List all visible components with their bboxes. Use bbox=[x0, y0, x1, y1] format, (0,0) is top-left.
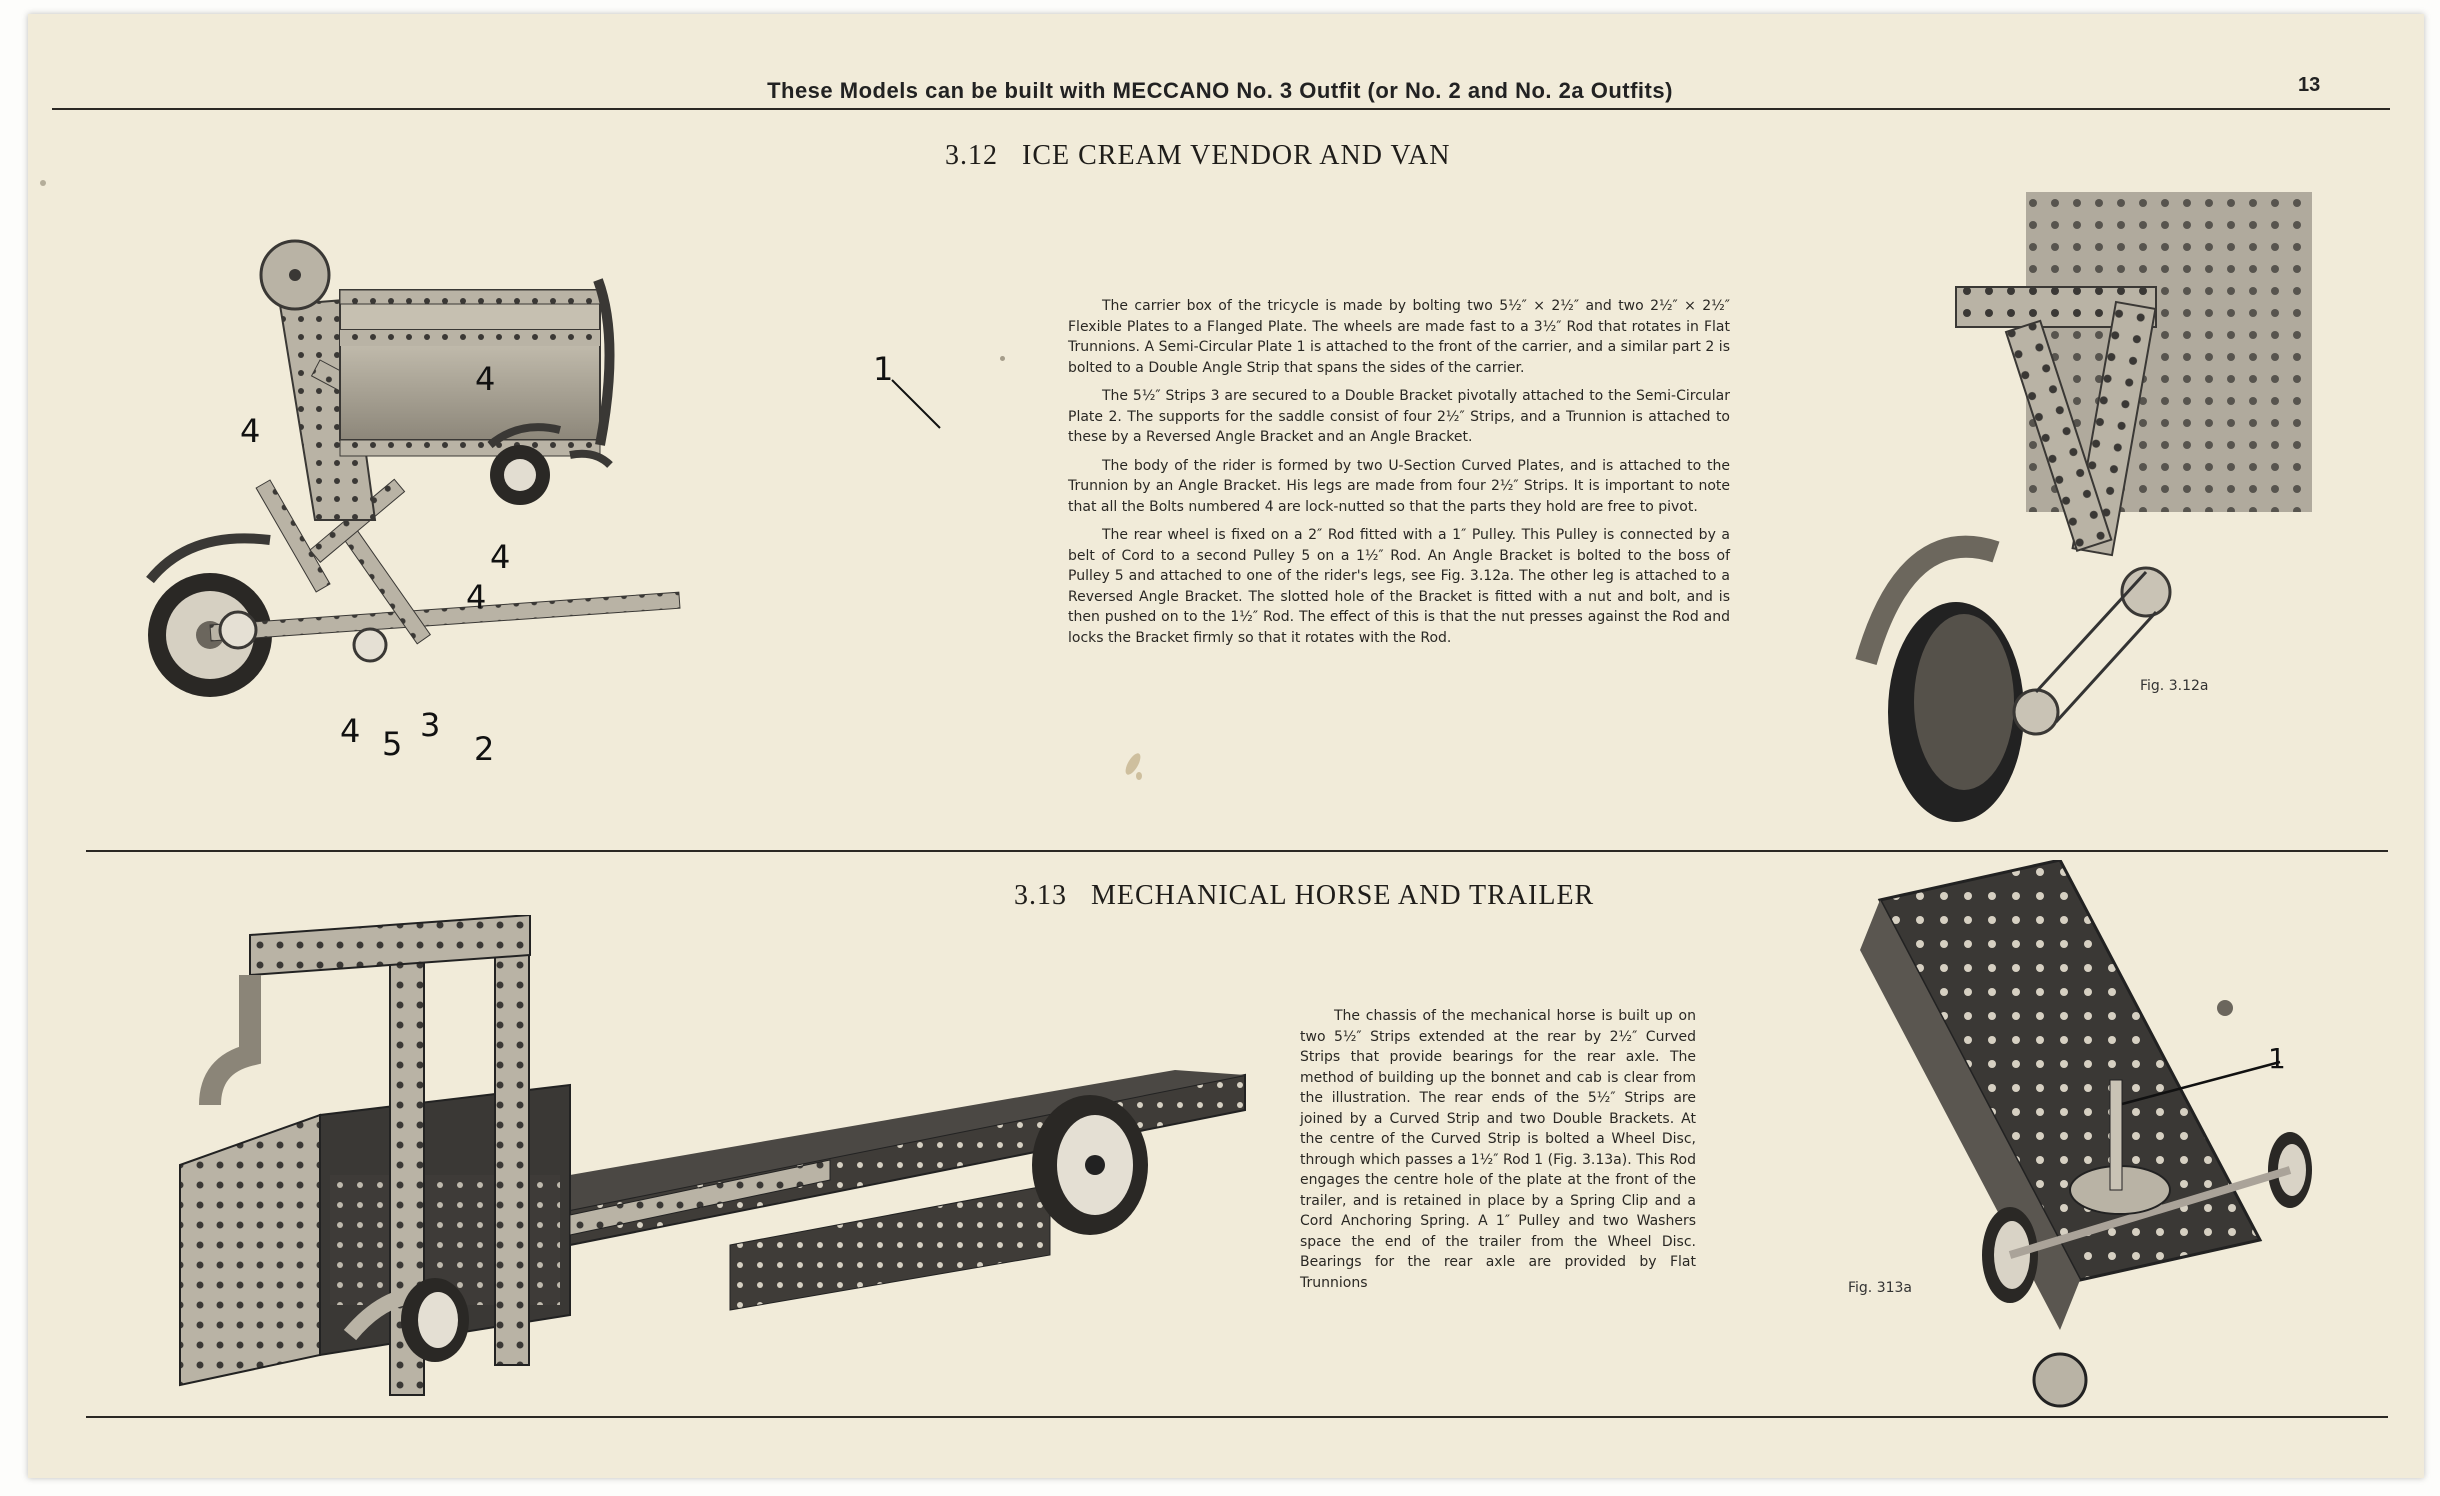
callout-2: 2 bbox=[474, 730, 495, 768]
ink-speck bbox=[1136, 772, 1142, 780]
callout-5: 5 bbox=[382, 725, 403, 763]
paragraph: The rear wheel is fixed on a 2″ Rod fitted with a 1″ Pulley. This Pulley is connected by a belt of Cord to a second Pulley 5 on a 1½″ Rod. An Angle Bracket is bolted to the boss of Pulley 5 and attached to one of the rider's legs, see Fig. 3.12a. The other leg is attached to a Reversed Angle Bracket. The slotted hole of the Bracket is fitted with a nut and bolt, and is then pushed on to the 1½″ Rod. The effect of this is that the nut presses against the Rod and locks the Bracket firmly so that it rotates with the Rod. bbox=[1068, 527, 1730, 646]
mechanical-horse-illustration bbox=[170, 915, 1260, 1415]
figure-caption-312a: Fig. 3.12a bbox=[2140, 678, 2209, 694]
figure-313a-illustration bbox=[1860, 860, 2340, 1420]
section-heading: ICE CREAM VENDOR AND VAN bbox=[1022, 140, 1451, 171]
section-divider bbox=[86, 850, 2388, 852]
ink-speck bbox=[1000, 356, 1005, 361]
callout-4: 4 bbox=[466, 578, 487, 616]
paragraph: The carrier box of the tricycle is made by bolting two 5½″ × 2½″ and two 2½″ × 2½″ Flexible Plates to a Flanged Plate. The wheels are made fast to a 3½″ Rod that rotates in Flat Trunnions. A Semi-Circular Plate 1 is attached to the front of the carrier, and a similar part 2 is bolted to a Double Angle Strip that spans the sides of the carrier. bbox=[1068, 298, 1730, 376]
tricycle-illustration bbox=[130, 220, 980, 800]
section-number: 3.12 bbox=[945, 140, 998, 171]
callout-4: 4 bbox=[240, 412, 261, 450]
callout-1-fig313a: 1 bbox=[2268, 1042, 2286, 1075]
figure-312a-illustration bbox=[1846, 192, 2316, 832]
ink-speck bbox=[40, 180, 46, 186]
section-number: 3.13 bbox=[1014, 880, 1067, 911]
figure-caption-313a: Fig. 313a bbox=[1848, 1280, 1913, 1296]
section-text-313 bbox=[1300, 1006, 1696, 1301]
callout-leader-1 bbox=[890, 378, 950, 438]
page-number: 13 bbox=[2298, 74, 2321, 96]
section-title-312 bbox=[945, 140, 1451, 172]
callout-4: 4 bbox=[340, 712, 361, 750]
paragraph: The chassis of the mechanical horse is built up on two 5½″ Strips extended at the rear by 2½″ Curved Strips that provide bearings for the rear axle. The method of building up the bonnet and cab is clear from the illustration. The rear ends of the 5½″ Strips are joined by a Curved Strip and two Double Brackets. At the centre of the Curved Strip is bolted a Wheel Disc, through which passes a 1½″ Rod 1 (Fig. 3.13a). This Rod engages the centre hole of the plate at the front of the trailer, and is retained in place by a Spring Clip and a Cord Anchoring Spring. A 1″ Pulley and two Washers space the end of the trailer from the Wheel Disc. Bearings for the rear axle are provided by Flat Trunnions bbox=[1300, 1008, 1696, 1291]
paragraph: The body of the rider is formed by two U-Section Curved Plates, and is attached to the Trunnion by an Angle Bracket. His legs are made from four 2½″ Strips. It is important to note that all the Bolts numbered 4 are lock-nutted so that the parts they hold are free to pivot. bbox=[1068, 457, 1730, 515]
callout-4: 4 bbox=[475, 360, 496, 398]
header-rule bbox=[52, 108, 2390, 110]
callout-4: 4 bbox=[490, 538, 511, 576]
section-heading: MECHANICAL HORSE AND TRAILER bbox=[1091, 880, 1595, 911]
section-text-312 bbox=[1068, 296, 1730, 656]
footer-rule bbox=[86, 1416, 2388, 1418]
paragraph: The 5½″ Strips 3 are secured to a Double Bracket pivotally attached to the Semi-Circular Plate 2. The supports for the saddle consist of four 2½″ Strips, and a Trunnion is attached to these by a Reversed Angle Bracket and an Angle Bracket. bbox=[1068, 388, 1730, 445]
section-title-313 bbox=[1014, 880, 1594, 912]
callout-3: 3 bbox=[420, 706, 441, 744]
running-title: These Models can be built with MECCANO No. 3 Outfit (or No. 2 and No. 2a Outfits) bbox=[767, 78, 1673, 103]
callout-1: 1 bbox=[873, 350, 894, 388]
